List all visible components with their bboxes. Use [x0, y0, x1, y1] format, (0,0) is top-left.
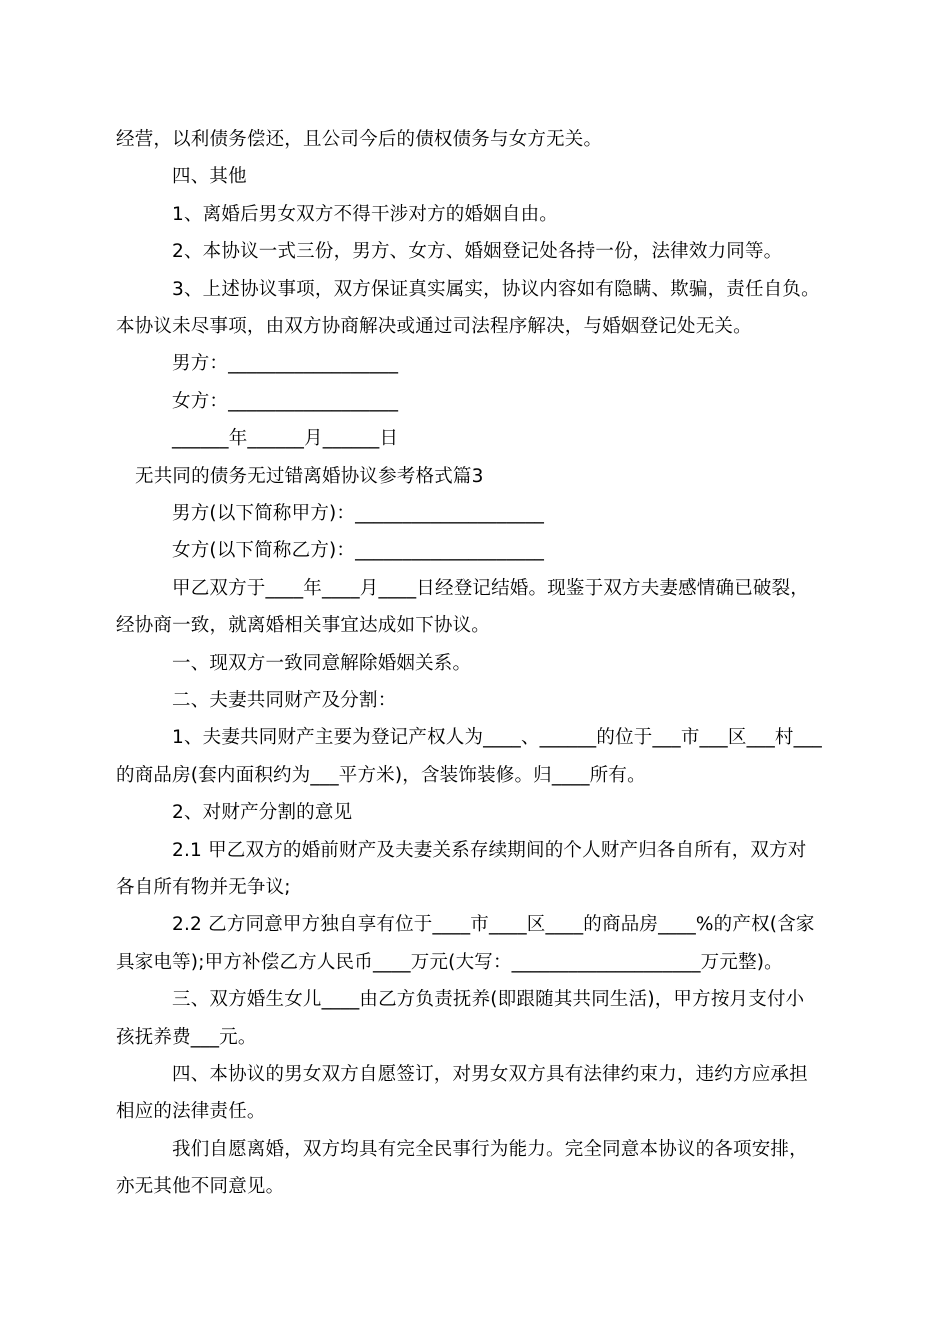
signature-line-male: 男方：__________________ — [172, 353, 399, 374]
paragraph-line: 2.1 甲乙双方的婚前财产及夫妻关系存续期间的个人财产归各自所有，双方对 — [172, 840, 807, 861]
paragraph-line: 2、对财产分割的意见 — [172, 802, 353, 823]
paragraph-line: 四、本协议的男女双方自愿签订，对男女双方具有法律约束力，违约方应承担 — [172, 1064, 808, 1085]
paragraph-line: 经营，以利债务偿还，且公司今后的债权债务与女方无关。 — [116, 129, 603, 150]
paragraph-line: 2.2 乙方同意甲方独自享有位于____市____区____的商品房____%的产权(含家 — [172, 914, 815, 935]
paragraph-line: 2、本协议一式三份，男方、女方、婚姻登记处各持一份，法律效力同等。 — [172, 241, 783, 262]
section-heading: 四、其他 — [172, 166, 247, 187]
paragraph-line: 各自所有物并无争议; — [116, 877, 291, 898]
paragraph-line: 亦无其他不同意见。 — [116, 1176, 285, 1197]
paragraph-line: 具家电等);甲方补偿乙方人民币____万元(大写：____________________万元整)。 — [116, 952, 783, 973]
signature-line-female: 女方：__________________ — [172, 391, 399, 412]
section-heading: 二、夫妻共同财产及分割： — [172, 690, 397, 711]
paragraph-line: 相应的法律责任。 — [116, 1101, 266, 1122]
paragraph-line: 一、现双方一致同意解除婚姻关系。 — [172, 653, 472, 674]
paragraph-line: 3、上述协议事项，双方保证真实属实，协议内容如有隐瞒、欺骗，责任自负。 — [172, 279, 820, 300]
paragraph-line: 孩抚养费___元。 — [116, 1027, 257, 1048]
paragraph-line: 的商品房(套内面积约为___平方米)，含装饰装修。归____所有。 — [116, 765, 646, 786]
paragraph-line: 甲乙双方于____年____月____日经登记结婚。现鉴于双方夫妻感情确已破裂， — [172, 578, 810, 599]
party-line-female: 女方(以下简称乙方)：____________________ — [172, 540, 545, 561]
paragraph-line: 1、离婚后男女双方不得干涉对方的婚姻自由。 — [172, 204, 558, 225]
paragraph-line: 三、双方婚生女儿____由乙方负责抚养(即跟随其共同生活)，甲方按月支付小 — [172, 989, 805, 1010]
paragraph-line: 1、夫妻共同财产主要为登记产权人为____、______的位于___市___区___村___ — [172, 727, 822, 748]
paragraph-line: 经协商一致，就离婚相关事宜达成如下协议。 — [116, 615, 491, 636]
party-line-male: 男方(以下简称甲方)：____________________ — [172, 503, 545, 524]
date-line: ______年______月______日 — [172, 428, 399, 449]
paragraph-line: 本协议未尽事项，由双方协商解决或通过司法程序解决，与婚姻登记处无关。 — [116, 316, 752, 337]
paragraph-line: 我们自愿离婚，双方均具有完全民事行为能力。完全同意本协议的各项安排， — [172, 1139, 808, 1160]
document-title: 无共同的债务无过错离婚协议参考格式篇3 — [135, 466, 484, 487]
